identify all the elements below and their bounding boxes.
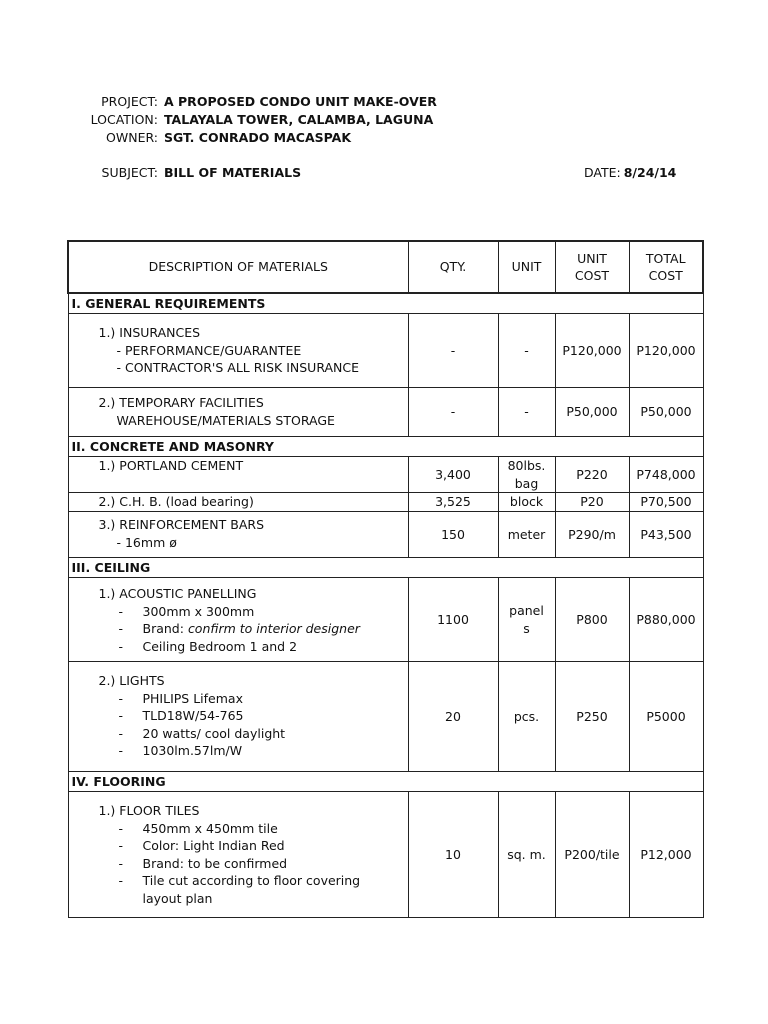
item-unit: meter [498, 512, 555, 558]
table-row [68, 512, 703, 558]
date-value: 8/24/14 [623, 165, 677, 180]
item-total-cost: P12,000 [629, 792, 703, 918]
date-label: DATE: [584, 165, 621, 180]
item-unit-cost: P220 [555, 457, 629, 493]
table-row [68, 493, 703, 512]
item-total-cost: P748,000 [629, 457, 703, 493]
subject-line [60, 164, 301, 181]
location-label: LOCATION: [90, 112, 158, 127]
item-unit: pcs. [498, 662, 555, 772]
project-line [60, 93, 437, 110]
item-unit-cost: P50,000 [555, 388, 629, 437]
item-unit: panel s [498, 578, 555, 662]
item-description: 2.) C.H. B. (load bearing) [68, 493, 408, 512]
item-qty: - [408, 388, 498, 437]
location-value: TALAYALA TOWER, CALAMBA, LAGUNA [164, 112, 434, 127]
table-header-row [68, 241, 703, 293]
item-unit: - [498, 388, 555, 437]
col-description: DESCRIPTION OF MATERIALS [68, 241, 408, 293]
owner-label: OWNER: [106, 130, 158, 145]
owner-line [60, 129, 351, 146]
item-description: 2.) LIGHTS - PHILIPS Lifemax - TLD18W/54-765 - 20 watts/ cool daylight - 1030lm.57lm/W [68, 662, 408, 772]
item-unit-cost: P250 [555, 662, 629, 772]
item-qty: 20 [408, 662, 498, 772]
item-unit-cost: P120,000 [555, 314, 629, 388]
table-row [68, 662, 703, 772]
item-total-cost: P43,500 [629, 512, 703, 558]
item-unit: 80lbs. bag [498, 457, 555, 493]
item-total-cost: P70,500 [629, 493, 703, 512]
item-unit: - [498, 314, 555, 388]
section-row [68, 558, 703, 578]
table-row [68, 314, 703, 388]
item-unit-cost: P290/m [555, 512, 629, 558]
item-unit-cost: P20 [555, 493, 629, 512]
subject-value: BILL OF MATERIALS [164, 165, 302, 180]
item-description: 1.) INSURANCES - PERFORMANCE/GUARANTEE - CONTRACTOR'S ALL RISK INSURANCE [68, 314, 408, 388]
item-bullets: - 300mm x 300mm - Brand: confirm to interior designer - Ceiling Bedroom 1 and 2 [99, 603, 408, 656]
table-row [68, 457, 703, 493]
project-value: A PROPOSED CONDO UNIT MAKE-OVER [164, 94, 437, 109]
section-title: II. CONCRETE AND MASONRY [68, 437, 703, 457]
col-total-cost: TOTAL COST [629, 241, 703, 293]
section-row [68, 772, 703, 792]
location-line [60, 111, 433, 128]
project-label: PROJECT: [101, 94, 158, 109]
item-qty: 1100 [408, 578, 498, 662]
item-description: 1.) PORTLAND CEMENT [68, 457, 408, 493]
subject-label: SUBJECT: [101, 165, 158, 180]
item-total-cost: P5000 [629, 662, 703, 772]
item-description: 3.) REINFORCEMENT BARS - 16mm ø [68, 512, 408, 558]
item-qty: 3,400 [408, 457, 498, 493]
item-unit-cost: P200/tile [555, 792, 629, 918]
item-qty: - [408, 314, 498, 388]
col-unit-cost: UNIT COST [555, 241, 629, 293]
item-unit-cost: P800 [555, 578, 629, 662]
section-title: III. CEILING [68, 558, 703, 578]
section-title: I. GENERAL REQUIREMENTS [68, 293, 703, 314]
section-title: IV. FLOORING [68, 772, 703, 792]
section-row [68, 437, 703, 457]
item-total-cost: P120,000 [629, 314, 703, 388]
table-row [68, 578, 703, 662]
item-qty: 3,525 [408, 493, 498, 512]
item-unit: sq. m. [498, 792, 555, 918]
bill-of-materials-table [67, 240, 704, 918]
item-description: 2.) TEMPORARY FACILITIES WAREHOUSE/MATERIALS STORAGE [68, 388, 408, 437]
item-total-cost: P880,000 [629, 578, 703, 662]
item-description: 1.) FLOOR TILES - 450mm x 450mm tile - Color: Light Indian Red - Brand: to be confirmed - Tile cut according to floor covering layout plan [68, 792, 408, 918]
item-total-cost: P50,000 [629, 388, 703, 437]
item-qty: 150 [408, 512, 498, 558]
table-row [68, 792, 703, 918]
item-description: 1.) ACOUSTIC PANELLING - 300mm x 300mm - Brand: confirm to interior designer - Ceiling Bedroom 1 and 2 [68, 578, 408, 662]
item-unit: block [498, 493, 555, 512]
col-qty: QTY. [408, 241, 498, 293]
item-qty: 10 [408, 792, 498, 918]
table-row [68, 388, 703, 437]
item-bullets: - 450mm x 450mm tile - Color: Light Indian Red - Brand: to be confirmed - Tile cut according to floor covering layout plan [99, 820, 408, 908]
owner-value: SGT. CONRADO MACASPAK [164, 130, 352, 145]
item-bullets: - PHILIPS Lifemax - TLD18W/54-765 - 20 watts/ cool daylight - 1030lm.57lm/W [99, 690, 408, 760]
section-row [68, 293, 703, 314]
date-line [584, 164, 676, 181]
col-unit: UNIT [498, 241, 555, 293]
